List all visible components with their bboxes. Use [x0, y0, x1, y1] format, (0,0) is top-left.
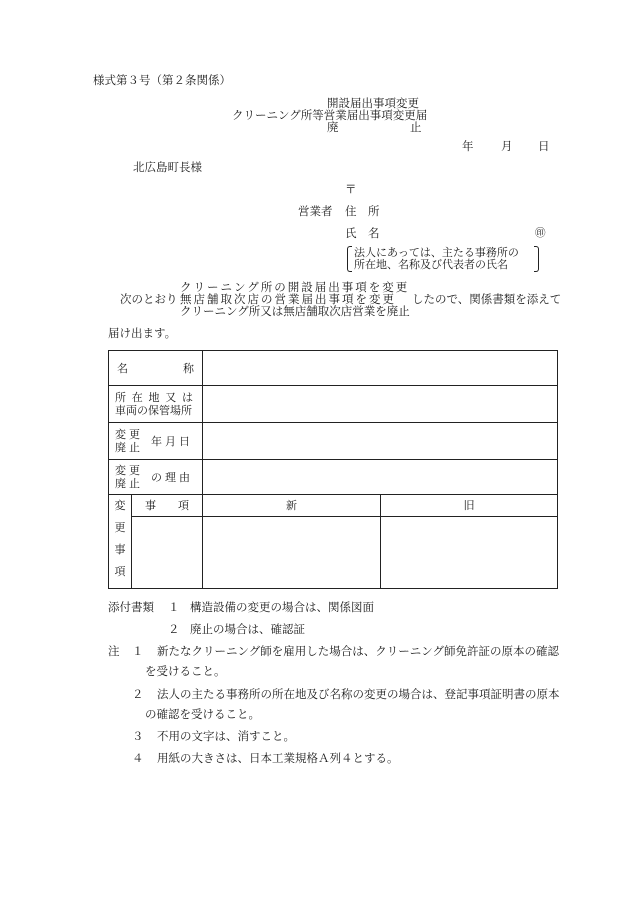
- note-2-num: ２: [132, 687, 144, 701]
- label-change-char-2: 更: [114, 521, 126, 534]
- input-change-old[interactable]: [381, 517, 558, 589]
- note-bracket-left: [347, 246, 352, 272]
- row-date: [109, 423, 558, 460]
- title-line-3a: 廃: [327, 120, 339, 134]
- note-4-num: ４: [132, 751, 144, 765]
- input-name[interactable]: [203, 351, 558, 386]
- label-location: [109, 386, 203, 423]
- row-name: [109, 351, 558, 386]
- input-reason[interactable]: [203, 460, 558, 495]
- body-main-suffix: したので、関係書類を添えて: [412, 292, 562, 306]
- label-name-a: 名: [117, 361, 128, 375]
- label-location-line-1: 所在地又は: [115, 391, 196, 404]
- note-bracket-right: [534, 246, 539, 272]
- label-reason-change: 変更: [115, 464, 143, 477]
- title-line-3b: 止: [410, 120, 422, 134]
- note-1-line-2: を受けること。: [145, 664, 226, 678]
- header-old: 旧: [381, 495, 558, 517]
- corporate-note-line-1: 法人にあっては、主たる事務所の: [354, 246, 519, 259]
- label-name-b: 称: [183, 361, 194, 375]
- label-date-text: 年月日: [151, 434, 193, 448]
- attachment-1-text: 構造設備の変更の場合は、関係図面: [190, 600, 374, 614]
- input-change-item[interactable]: [132, 517, 203, 589]
- note-2-line-2: の確認を受けること。: [145, 707, 260, 721]
- applicant-role: 営業者: [298, 204, 333, 218]
- body-alt-line-2: クリーニング所又は無店舗取次店営業を廃止: [180, 304, 410, 318]
- addressee: 北広島町長様: [133, 160, 202, 174]
- label-reason-abolish: 廃止: [115, 477, 143, 490]
- label-change-char-4: 項: [114, 565, 126, 578]
- body-main-prefix: 次のとおり: [120, 292, 178, 306]
- seal-mark: ㊞: [535, 227, 546, 239]
- date-month-label: 月: [501, 139, 513, 153]
- attachments-label: 添付書類: [108, 600, 154, 614]
- body-main-middle: 無店舗取次店の営業届出事項を変更: [180, 292, 396, 306]
- form-table: [108, 350, 558, 589]
- date-day-label: 日: [538, 139, 550, 153]
- label-name: [109, 351, 203, 386]
- notes-label: 注: [108, 644, 120, 658]
- input-date[interactable]: [203, 423, 558, 460]
- postal-mark: 〒: [345, 182, 357, 196]
- note-1-line-1: 新たなクリーニング師を雇用した場合は、クリーニング師免許証の原本の確認: [157, 644, 560, 658]
- label-location-line-2: 車両の保管場所: [115, 404, 192, 417]
- title-line-2: クリーニング所等営業届出事項変更届: [232, 108, 428, 122]
- body-alt-line-1: クリーニング所の開設届出事項を変更: [180, 280, 410, 294]
- label-date-change: 変更: [115, 428, 143, 441]
- label-date-abolish: 廃止: [115, 441, 143, 454]
- label-change-char-3: 事: [114, 543, 126, 556]
- header-item: 事 項: [132, 495, 203, 517]
- header-new: 新: [203, 495, 381, 517]
- input-change-new[interactable]: [203, 517, 381, 589]
- name-label: 氏 名: [345, 226, 380, 240]
- attachment-2-num: ２: [168, 622, 180, 636]
- label-change-char-1: 変: [114, 499, 126, 512]
- attachment-1-num: １: [168, 600, 180, 614]
- label-reason-text: の理由: [151, 470, 193, 484]
- note-4-line-1: 用紙の大きさは、日本工業規格Ａ列４とする。: [157, 751, 399, 765]
- note-2-line-1: 法人の主たる事務所の所在地及び名称の変更の場合は、登記事項証明書の原本: [157, 687, 560, 701]
- form-number: 様式第３号（第２条関係）: [93, 73, 231, 87]
- row-location: [109, 386, 558, 423]
- address-label: 住 所: [345, 204, 380, 218]
- row-reason: [109, 460, 558, 495]
- label-reason: [109, 460, 203, 495]
- note-1-num: １: [132, 644, 144, 658]
- date-year-label: 年: [462, 139, 474, 153]
- note-3-num: ３: [132, 729, 144, 743]
- input-location[interactable]: [203, 386, 558, 423]
- note-3-line-1: 不用の文字は、消すこと。: [157, 729, 295, 743]
- body-closing: 届け出ます。: [108, 326, 177, 340]
- title-line-1: 開設届出事項変更: [327, 96, 419, 110]
- attachment-2-text: 廃止の場合は、確認証: [190, 622, 305, 636]
- row-change-body: [109, 517, 558, 589]
- corporate-note-line-2: 所在地、名称及び代表者の氏名: [354, 258, 508, 271]
- label-date: [109, 423, 203, 460]
- row-change-header: [109, 495, 558, 517]
- label-change-items: [109, 495, 132, 589]
